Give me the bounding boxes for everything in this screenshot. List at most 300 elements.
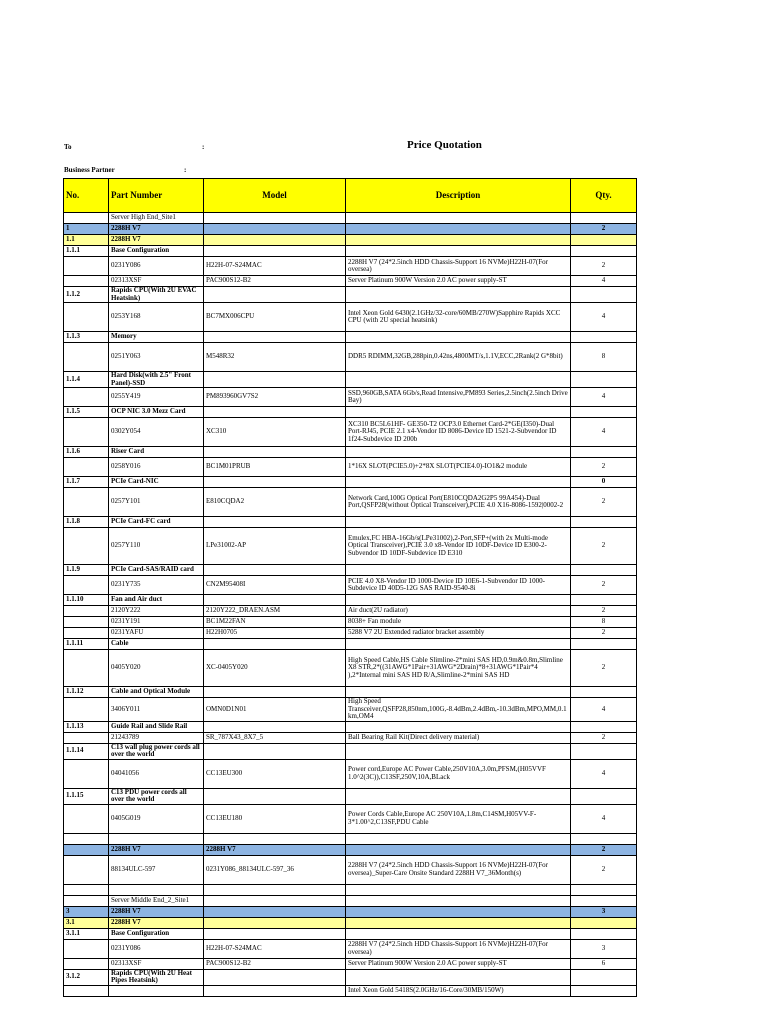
no-cell: 1.1.7 <box>64 477 109 488</box>
model-cell <box>204 639 346 650</box>
no-cell: 1.1.8 <box>64 517 109 528</box>
part-number-cell: 02313XSF <box>109 958 204 969</box>
part-number-cell: 0231Y735 <box>109 576 204 595</box>
no-cell <box>64 418 109 447</box>
col-header-part-number: Part Number <box>109 179 204 213</box>
model-cell: OMN0D1N01 <box>204 698 346 722</box>
title-text: Price Quotation <box>407 139 482 151</box>
description-cell <box>346 246 571 257</box>
table-row <box>64 458 637 477</box>
part-number-cell: 04041056 <box>109 759 204 788</box>
table-row <box>64 804 637 833</box>
table-row <box>64 576 637 595</box>
description-cell: High Speed Cable,HS Cable Slimline-2*mini SAS HD,0.9m&0.8m,Slimline X8 STR,2*((31AWG*1Pair+31AWG*2Drain)*8+31AWG*1Pair*4 ),2*Internal mini SAS HD R/A,Slimline-2*mini SAS HD <box>346 650 571 687</box>
part-number-cell: PCIe Card-FC card <box>109 517 204 528</box>
no-cell <box>64 303 109 332</box>
description-cell: PCIE 4.0 X8-Vendor ID 1000-Device ID 10E6-1-Subvendor ID 1000-Subdevice ID 40D5-12G SAS RAID-9540-8i <box>346 576 571 595</box>
table-row <box>64 855 637 884</box>
qty-cell <box>571 246 637 257</box>
partner-row <box>64 166 187 174</box>
model-cell <box>204 407 346 418</box>
model-cell: BC1M22FAN <box>204 617 346 628</box>
table-row <box>64 639 637 650</box>
description-cell <box>346 287 571 303</box>
qty-cell: 3 <box>571 939 637 958</box>
model-cell: 2288H V7 <box>204 844 346 855</box>
part-number-cell: 2288H V7 <box>109 224 204 235</box>
model-cell <box>204 477 346 488</box>
model-cell <box>204 447 346 458</box>
no-cell: 1.1 <box>64 235 109 246</box>
table-row <box>64 407 637 418</box>
no-cell <box>64 855 109 884</box>
part-number-cell: Server High End_Site1 <box>109 213 204 224</box>
no-cell <box>64 388 109 407</box>
table-row <box>64 287 637 303</box>
no-cell: 1.1.3 <box>64 332 109 343</box>
description-cell <box>346 687 571 698</box>
part-number-cell: Rapids CPU(With 2U Heat Pipes Heatsink) <box>109 969 204 985</box>
qty-cell <box>571 743 637 759</box>
no-cell: 1.1.4 <box>64 372 109 388</box>
model-cell: PAC900S12-B2 <box>204 958 346 969</box>
table-row <box>64 617 637 628</box>
no-cell: 1.1.5 <box>64 407 109 418</box>
description-cell <box>346 721 571 732</box>
table-row <box>64 224 637 235</box>
table-row <box>64 372 637 388</box>
model-cell <box>204 332 346 343</box>
table-row <box>64 388 637 407</box>
model-cell <box>204 969 346 985</box>
qty-cell <box>571 332 637 343</box>
part-number-cell: 2288H V7 <box>109 844 204 855</box>
part-number-cell: 0231YAFU <box>109 628 204 639</box>
no-cell <box>64 606 109 617</box>
table-row <box>64 698 637 722</box>
description-cell: Air duct(2U radiator) <box>346 606 571 617</box>
table-row <box>64 969 637 985</box>
description-cell: Emulex,FC HBA-16Gb/s(LPe31002),2-Port,SFP+(with 2x Multi-mode Optical Transceiver),PCIE 3.0 x8-Vendor ID 10DF-Device ID E300-2-Subvendor ID 10DF-Subdevice ID E310 <box>346 528 571 565</box>
qty-cell <box>571 213 637 224</box>
qty-cell: 4 <box>571 759 637 788</box>
qty-cell <box>571 687 637 698</box>
model-cell <box>204 985 346 996</box>
model-cell <box>204 287 346 303</box>
no-cell <box>64 458 109 477</box>
description-cell <box>346 224 571 235</box>
no-cell <box>64 958 109 969</box>
description-cell <box>346 639 571 650</box>
model-cell: H22H-07-S24MAC <box>204 257 346 276</box>
description-cell <box>346 372 571 388</box>
description-cell <box>346 895 571 906</box>
model-cell: H22H0705 <box>204 628 346 639</box>
no-cell: 3.1 <box>64 917 109 928</box>
no-cell <box>64 698 109 722</box>
qty-cell: 4 <box>571 418 637 447</box>
description-cell: Power cord,Europe AC Power Cable,250V10A,3.0m,PFSM,(H05VVF 1.0^2(3C)),C13SF,250V,10A,BLack <box>346 759 571 788</box>
part-number-cell <box>109 985 204 996</box>
table-row <box>64 606 637 617</box>
table-row <box>64 917 637 928</box>
model-cell: CN2M95408I <box>204 576 346 595</box>
table-row <box>64 928 637 939</box>
description-cell <box>346 213 571 224</box>
description-cell: 2288H V7 (24*2.5inch HDD Chassis-Support 16 NVMe)H22H-07(For oversea) <box>346 939 571 958</box>
no-cell: 1 <box>64 224 109 235</box>
part-number-cell: 0231Y086 <box>109 939 204 958</box>
qty-cell: 8 <box>571 343 637 372</box>
model-cell: M548R32 <box>204 343 346 372</box>
no-cell <box>64 528 109 565</box>
part-number-cell: Rapids CPU(With 2U EVAC Heatsink) <box>109 287 204 303</box>
no-cell <box>64 939 109 958</box>
description-cell: Ball Bearing Rail Kit(Direct delivery material) <box>346 732 571 743</box>
part-number-cell: 2288H V7 <box>109 235 204 246</box>
table-row <box>64 565 637 576</box>
qty-cell: 2 <box>571 650 637 687</box>
description-cell: Network Card,100G Optical Port(E810CQDA2G2P5 99A454)-Dual Port,QSFP28(without Optical Transceiver),PCIE 4.0 X16-8086-1592|0002-2 <box>346 488 571 517</box>
partner-label: Business Partner <box>64 166 115 174</box>
part-number-cell: C13 PDU power cords all over the world <box>109 788 204 804</box>
part-number-cell: 0253Y168 <box>109 303 204 332</box>
model-cell: CC13EU300 <box>204 759 346 788</box>
qty-cell: 2 <box>571 488 637 517</box>
model-cell <box>204 246 346 257</box>
quotation-table <box>63 178 637 997</box>
table-row <box>64 517 637 528</box>
description-cell: 2288H V7 (24*2.5inch HDD Chassis-Support 16 NVMe)H22H-07(For oversea) <box>346 257 571 276</box>
qty-cell <box>571 447 637 458</box>
description-cell <box>346 517 571 528</box>
description-cell <box>346 595 571 606</box>
table-row <box>64 418 637 447</box>
model-cell: XC-0405Y020 <box>204 650 346 687</box>
no-cell <box>64 759 109 788</box>
part-number-cell: Riser Card <box>109 447 204 458</box>
no-cell: 1.1.10 <box>64 595 109 606</box>
no-cell <box>64 732 109 743</box>
description-cell <box>346 332 571 343</box>
qty-cell: 2 <box>571 224 637 235</box>
qty-cell: 4 <box>571 276 637 287</box>
no-cell <box>64 617 109 628</box>
model-cell <box>204 372 346 388</box>
part-number-cell: 0405G019 <box>109 804 204 833</box>
qty-cell <box>571 788 637 804</box>
part-number-cell: PCIe Card-SAS/RAID card <box>109 565 204 576</box>
part-number-cell: 0251Y063 <box>109 343 204 372</box>
no-cell <box>64 576 109 595</box>
model-cell <box>204 928 346 939</box>
table-row <box>64 488 637 517</box>
table-header <box>64 179 637 213</box>
no-cell <box>64 628 109 639</box>
description-cell <box>346 565 571 576</box>
description-cell: 1*16X SLOT(PCIE5.0)+2*8X SLOT(PCIE4.0)-IO1&2 module <box>346 458 571 477</box>
qty-cell: 6 <box>571 958 637 969</box>
description-cell <box>346 407 571 418</box>
model-cell: SR_787X43_8X7_5 <box>204 732 346 743</box>
model-cell: LPe31002-AP <box>204 528 346 565</box>
qty-cell <box>571 969 637 985</box>
qty-cell <box>571 833 637 844</box>
part-number-cell: 2120Y222 <box>109 606 204 617</box>
model-cell: BC7MX006CPU <box>204 303 346 332</box>
qty-cell <box>571 639 637 650</box>
table-row <box>64 958 637 969</box>
table-row <box>64 628 637 639</box>
model-cell: H22H-07-S24MAC <box>204 939 346 958</box>
table-row <box>64 788 637 804</box>
qty-cell: 2 <box>571 855 637 884</box>
model-cell: PM893960GV7S2 <box>204 388 346 407</box>
table-row <box>64 595 637 606</box>
table-row <box>64 276 637 287</box>
description-cell <box>346 917 571 928</box>
no-cell: 1.1.13 <box>64 721 109 732</box>
no-cell <box>64 895 109 906</box>
part-number-cell: 2288H V7 <box>109 917 204 928</box>
qty-cell <box>571 517 637 528</box>
table-row <box>64 257 637 276</box>
description-cell <box>346 844 571 855</box>
qty-cell <box>571 595 637 606</box>
model-cell <box>204 595 346 606</box>
no-cell: 1.1.9 <box>64 565 109 576</box>
description-cell <box>346 969 571 985</box>
qty-cell <box>571 287 637 303</box>
no-cell <box>64 985 109 996</box>
table-row <box>64 332 637 343</box>
part-number-cell: OCP NIC 3.0 Mezz Card <box>109 407 204 418</box>
qty-cell <box>571 917 637 928</box>
table-row <box>64 213 637 224</box>
part-number-cell: 02313XSF <box>109 276 204 287</box>
no-cell <box>64 213 109 224</box>
to-label: To <box>64 143 72 151</box>
part-number-cell: 0231Y086 <box>109 257 204 276</box>
description-cell: 5288 V7 2U Extended radiator bracket assembly <box>346 628 571 639</box>
model-cell <box>204 743 346 759</box>
model-cell <box>204 235 346 246</box>
description-cell: Server Platinum 900W Version 2.0 AC power supply-ST <box>346 276 571 287</box>
model-cell: E810CQDA2 <box>204 488 346 517</box>
no-cell: 1.1.6 <box>64 447 109 458</box>
qty-cell: 2 <box>571 844 637 855</box>
description-cell <box>346 477 571 488</box>
model-cell <box>204 687 346 698</box>
model-cell: CC13EU180 <box>204 804 346 833</box>
part-number-cell <box>109 884 204 895</box>
col-header-qty: Qty. <box>571 179 637 213</box>
part-number-cell: Memory <box>109 332 204 343</box>
col-header-no: No. <box>64 179 109 213</box>
description-cell <box>346 447 571 458</box>
part-number-cell: 0257Y110 <box>109 528 204 565</box>
qty-cell: 4 <box>571 698 637 722</box>
part-number-cell: 0257Y101 <box>109 488 204 517</box>
part-number-cell: 0302Y054 <box>109 418 204 447</box>
table-row <box>64 759 637 788</box>
model-cell <box>204 721 346 732</box>
qty-cell: 2 <box>571 528 637 565</box>
part-number-cell: 88134ULC-597 <box>109 855 204 884</box>
partner-colon: : <box>184 166 187 174</box>
table-row <box>64 343 637 372</box>
no-cell <box>64 257 109 276</box>
qty-cell <box>571 372 637 388</box>
qty-cell <box>571 721 637 732</box>
description-cell <box>346 788 571 804</box>
description-cell: Intel Xeon Gold 5418S(2.0GHz/16-Core/30MB/150W) <box>346 985 571 996</box>
description-cell <box>346 235 571 246</box>
description-cell <box>346 743 571 759</box>
table-row <box>64 833 637 844</box>
qty-cell: 2 <box>571 576 637 595</box>
qty-cell <box>571 928 637 939</box>
part-number-cell: Hard Disk(with 2.5" Front Panel)-SSD <box>109 372 204 388</box>
no-cell <box>64 343 109 372</box>
no-cell <box>64 276 109 287</box>
model-cell <box>204 895 346 906</box>
description-cell: High Speed Transceiver,QSFP28,850nm,100G,-8.4dBm,2.4dBm,-10.3dBm,MPO,MM,0.1km,OM4 <box>346 698 571 722</box>
part-number-cell: 0255Y419 <box>109 388 204 407</box>
description-cell: 2288H V7 (24*2.5inch HDD Chassis-Support 16 NVMe)H22H-07(For oversea)_Super-Care Onsite Standard 2288H V7_36Month(s) <box>346 855 571 884</box>
model-cell <box>204 213 346 224</box>
model-cell: XC310 <box>204 418 346 447</box>
table-row <box>64 246 637 257</box>
table-row <box>64 906 637 917</box>
table-row <box>64 895 637 906</box>
no-cell <box>64 833 109 844</box>
qty-cell: 4 <box>571 388 637 407</box>
model-cell: PAC900S12-B2 <box>204 276 346 287</box>
model-cell: BC1M01PRUB <box>204 458 346 477</box>
description-cell <box>346 833 571 844</box>
model-cell: 2120Y222_DRAEN.ASM <box>204 606 346 617</box>
model-cell <box>204 224 346 235</box>
table-row <box>64 743 637 759</box>
part-number-cell: 3406Y011 <box>109 698 204 722</box>
model-cell: 0231Y086_88134ULC-597_36 <box>204 855 346 884</box>
table-row <box>64 650 637 687</box>
qty-cell <box>571 985 637 996</box>
no-cell <box>64 844 109 855</box>
no-cell: 1.1.12 <box>64 687 109 698</box>
qty-cell: 2 <box>571 628 637 639</box>
no-cell: 1.1.15 <box>64 788 109 804</box>
description-cell <box>346 906 571 917</box>
qty-cell: 2 <box>571 732 637 743</box>
qty-cell: 3 <box>571 906 637 917</box>
table-row <box>64 477 637 488</box>
table-row <box>64 235 637 246</box>
part-number-cell: Guide Rail and Slide Rail <box>109 721 204 732</box>
part-number-cell: 21243789 <box>109 732 204 743</box>
model-cell <box>204 833 346 844</box>
model-cell <box>204 517 346 528</box>
table-row <box>64 939 637 958</box>
qty-cell: 4 <box>571 804 637 833</box>
to-row <box>64 143 205 151</box>
description-cell: XC310 BC5L61HF- GE350-T2 OCP3.0 Ethernet Card-2*GE(I350)-Dual Port-RJ45, PCIE 2.1 x4-Vendor ID 8086-Device ID 1521-2-Subvendor ID 1f24-Subdevice ID 200b <box>346 418 571 447</box>
no-cell <box>64 804 109 833</box>
part-number-cell: 0258Y016 <box>109 458 204 477</box>
table-row <box>64 447 637 458</box>
description-cell: DDR5 RDIMM,32GB,288pin,0.42ns,4800MT/s,1.1V,ECC,2Rank(2 G*8bit) <box>346 343 571 372</box>
description-cell: SSD,960GB,SATA 6Gb/s,Read Intensive,PM893 Series,2.5inch(2.5inch Drive Bay) <box>346 388 571 407</box>
table-row <box>64 721 637 732</box>
col-header-model: Model <box>204 179 346 213</box>
table-row <box>64 844 637 855</box>
description-cell: 8038+ Fan module <box>346 617 571 628</box>
model-cell <box>204 565 346 576</box>
no-cell <box>64 650 109 687</box>
part-number-cell: Fan and Air duct <box>109 595 204 606</box>
model-cell <box>204 788 346 804</box>
part-number-cell: 2288H V7 <box>109 906 204 917</box>
col-header-description: Description <box>346 179 571 213</box>
part-number-cell: Base Configuration <box>109 928 204 939</box>
qty-cell: 2 <box>571 606 637 617</box>
to-colon: : <box>202 143 205 151</box>
no-cell <box>64 488 109 517</box>
qty-cell: 2 <box>571 257 637 276</box>
description-cell: Server Platinum 900W Version 2.0 AC power supply-ST <box>346 958 571 969</box>
no-cell: 3.1.2 <box>64 969 109 985</box>
no-cell <box>64 884 109 895</box>
qty-cell: 2 <box>571 458 637 477</box>
part-number-cell: Cable and Optical Module <box>109 687 204 698</box>
no-cell: 1.1.2 <box>64 287 109 303</box>
description-cell: Intel Xeon Gold 6430(2.1GHz/32-core/60MB/270W)Sapphire Rapids XCC CPU (with 2U special heatsink) <box>346 303 571 332</box>
no-cell: 3.1.1 <box>64 928 109 939</box>
description-cell <box>346 928 571 939</box>
description-cell <box>346 884 571 895</box>
description-cell: Power Cords Cable,Europe AC 250V10A,1.8m,C14SM,H05VV-F- 3*1.00^2,C13SF,PDU Cable <box>346 804 571 833</box>
part-number-cell: Cable <box>109 639 204 650</box>
model-cell <box>204 884 346 895</box>
qty-cell: 8 <box>571 617 637 628</box>
no-cell: 1.1.11 <box>64 639 109 650</box>
qty-cell <box>571 565 637 576</box>
part-number-cell: PCIe Card-NIC <box>109 477 204 488</box>
qty-cell <box>571 884 637 895</box>
table-row <box>64 985 637 996</box>
part-number-cell: C13 wall plug power cords all over the world <box>109 743 204 759</box>
part-number-cell <box>109 833 204 844</box>
qty-cell: 4 <box>571 303 637 332</box>
qty-cell <box>571 895 637 906</box>
table-row <box>64 884 637 895</box>
part-number-cell: Base Configuration <box>109 246 204 257</box>
no-cell: 1.1.14 <box>64 743 109 759</box>
qty-cell <box>571 235 637 246</box>
table-row <box>64 303 637 332</box>
table-row <box>64 687 637 698</box>
part-number-cell: Server Middle End_2_Site1 <box>109 895 204 906</box>
no-cell: 3 <box>64 906 109 917</box>
qty-cell <box>571 407 637 418</box>
table-row <box>64 732 637 743</box>
model-cell <box>204 917 346 928</box>
model-cell <box>204 906 346 917</box>
no-cell: 1.1.1 <box>64 246 109 257</box>
qty-cell: 0 <box>571 477 637 488</box>
part-number-cell: 0231Y191 <box>109 617 204 628</box>
